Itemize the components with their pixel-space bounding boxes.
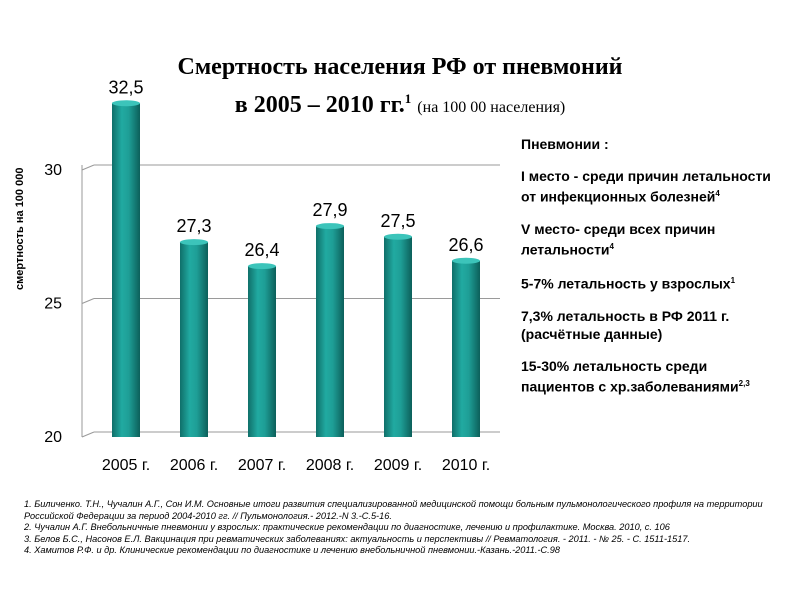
bar-cap-2 xyxy=(248,263,276,269)
title-years: в 2005 – 2010 гг. xyxy=(234,92,405,118)
data-label-4: 27,5 xyxy=(380,210,416,231)
side-item-1-text: I место - среди причин летальности от инфекционных болезней xyxy=(521,168,771,205)
side-item-1 xyxy=(521,167,783,206)
side-item-4 xyxy=(521,307,783,343)
data-label-2: 26,4 xyxy=(244,240,280,261)
data-label-5: 26,6 xyxy=(448,234,484,255)
data-label-1: 27,3 xyxy=(176,216,212,237)
side-heading: Пневмонии : xyxy=(521,136,609,152)
data-label-3: 27,9 xyxy=(312,200,348,221)
bar-5 xyxy=(452,261,480,437)
bar-2 xyxy=(248,266,276,437)
data-label-0: 32,5 xyxy=(108,77,144,98)
side-item-5-ref: 2,3 xyxy=(738,378,750,388)
gridline-depth xyxy=(82,432,94,437)
side-item-4-text: 7,3% летальность в РФ 2011 г. (расчётные данные) xyxy=(521,307,730,342)
reference-1: 1. Биличенко. Т.Н., Чучалин А.Г., Сон И.М. Основные итоги развития специализированной медицинской помощи больным пульмонологического профиля на территории Российской Федерации за период 2004-2010 гг. // Пульмонология.- 2012.-N 3.-С.5-16. xyxy=(24,499,763,521)
gridline-depth xyxy=(82,299,94,304)
side-item-5 xyxy=(521,357,783,396)
y-axis-label: смертность на 100 000 xyxy=(14,167,26,290)
y-tick-label: 20 xyxy=(44,429,62,446)
y-tick-label: 25 xyxy=(44,295,62,313)
gridline-depth xyxy=(82,165,94,170)
bar-cap-4 xyxy=(384,234,412,240)
side-item-2-ref: 4 xyxy=(609,241,614,251)
x-tick-label-5: 2010 г. xyxy=(441,457,491,474)
bar-3 xyxy=(316,226,344,437)
bar-cap-0 xyxy=(112,100,140,106)
y-tick-label: 30 xyxy=(44,162,62,179)
references xyxy=(24,499,779,557)
x-tick-label-0: 2005 г. xyxy=(101,457,151,474)
side-item-3-text: 5-7% летальность у взрослых xyxy=(521,275,731,292)
bar-cap-5 xyxy=(452,258,480,264)
reference-4: 4. Хамитов Р.Ф. и др. Клинические рекомендации по диагностике и лечению внебольничной пневмонии.-Казань.-2011.-С.98 xyxy=(24,545,560,556)
bar-4 xyxy=(384,237,412,437)
side-item-3 xyxy=(521,272,783,293)
side-item-2-text: V место- среди всех причин летальности xyxy=(521,220,716,258)
side-item-5-text: 15-30% летальность среди пациентов с хр.заболеваниями xyxy=(521,357,739,395)
title-note: (на 100 00 населения) xyxy=(417,99,566,116)
title-line-1: Смертность населения РФ от пневмоний xyxy=(177,54,623,80)
x-tick-label-3: 2008 г. xyxy=(305,457,355,474)
x-tick-label-1: 2006 г. xyxy=(169,457,219,474)
side-item-3-ref: 1 xyxy=(730,276,736,286)
bar-cap-1 xyxy=(180,239,208,245)
bar-1 xyxy=(180,242,208,437)
x-tick-label-4: 2009 г. xyxy=(373,457,423,474)
reference-3: 3. Белов Б.С., Насонов Е.Л. Вакцинация при ревматических заболеваниях: актуальность и перспективы // Ревматология. - 2011. - № 25. - С. 1511-1517. xyxy=(24,533,691,544)
reference-2: 2. Чучалин А.Г. Внебольничные пневмонии у взрослых: практические рекомендации по диагностике, лечению и профилактике. Москва. 2010, с. 106 xyxy=(24,522,670,533)
bar-0 xyxy=(112,103,140,437)
side-notes xyxy=(521,135,783,410)
side-item-1-ref: 4 xyxy=(715,189,720,198)
title-ref: 1 xyxy=(404,91,412,106)
side-item-2 xyxy=(521,220,783,259)
bar-cap-3 xyxy=(316,223,344,229)
x-tick-label-2: 2007 г. xyxy=(237,457,287,474)
